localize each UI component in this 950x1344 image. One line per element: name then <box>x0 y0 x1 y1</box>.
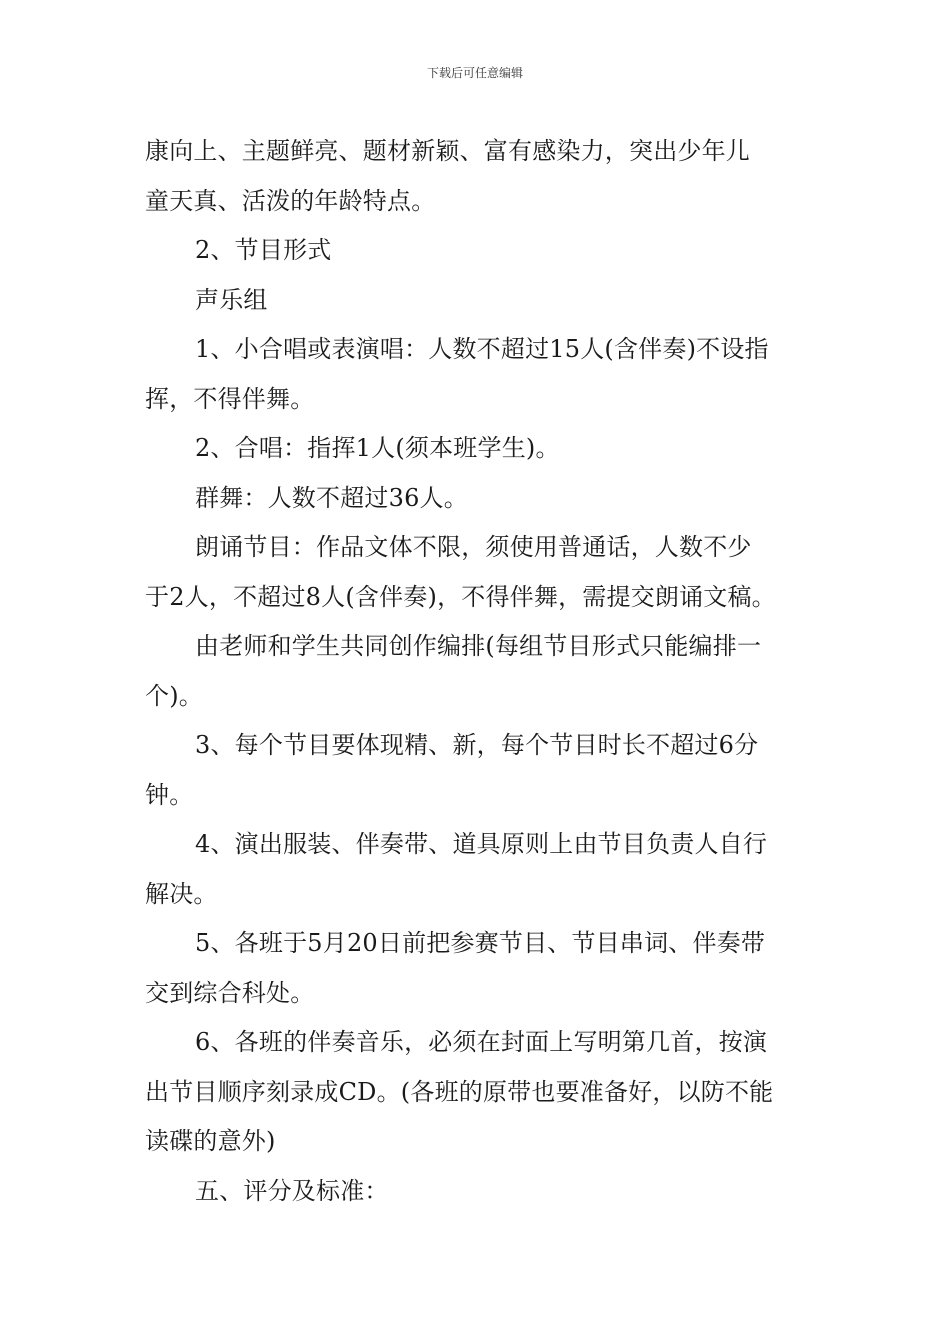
text-line: 康向上、主题鲜亮、题材新颖、富有感染力，突出少年儿 <box>145 137 750 165</box>
text-line: 4、演出服装、伴奏带、道具原则上由节目负责人自行 <box>195 830 768 858</box>
text-line: 解决。 <box>145 879 218 908</box>
text-line: 挥，不得伴舞。 <box>145 384 315 413</box>
text-line: 1、小合唱或表演唱：人数不超过15人(含伴奏)不设指 <box>195 335 769 363</box>
text-line: 钟。 <box>145 780 194 809</box>
text-line: 读碟的意外) <box>145 1127 276 1155</box>
text-line: 2、合唱：指挥1人(须本班学生)。 <box>195 434 560 462</box>
text-line: 于2人，不超过8人(含伴奏)，不得伴舞，需提交朗诵文稿。 <box>145 582 776 611</box>
text-line: 群舞：人数不超过36人。 <box>195 483 468 512</box>
document-body <box>145 127 810 1216</box>
text-line: 童天真、活泼的年龄特点。 <box>145 186 436 215</box>
group-heading: 声乐组 <box>195 285 268 314</box>
page-header: 下载后可任意编辑 <box>426 66 523 80</box>
text-line: 5、各班于5月20日前把参赛节目、节目串词、伴奏带 <box>195 929 766 957</box>
text-line: 出节目顺序刻录成CD。(各班的原带也要准备好，以防不能 <box>145 1077 774 1106</box>
section-heading: 五、评分及标准： <box>195 1176 389 1205</box>
text-line: 个)。 <box>145 681 203 710</box>
section-heading: 2、节目形式 <box>195 236 332 264</box>
text-line: 交到综合科处。 <box>145 978 315 1007</box>
text-line: 3、每个节目要体现精、新，每个节目时长不超过6分 <box>195 731 759 759</box>
text-line: 朗诵节目：作品文体不限，须使用普通话，人数不少 <box>195 533 752 561</box>
text-line: 6、各班的伴奏音乐，必须在封面上写明第几首，按演 <box>195 1028 768 1056</box>
text-line: 由老师和学生共同创作编排(每组节目形式只能编排一 <box>195 632 762 660</box>
